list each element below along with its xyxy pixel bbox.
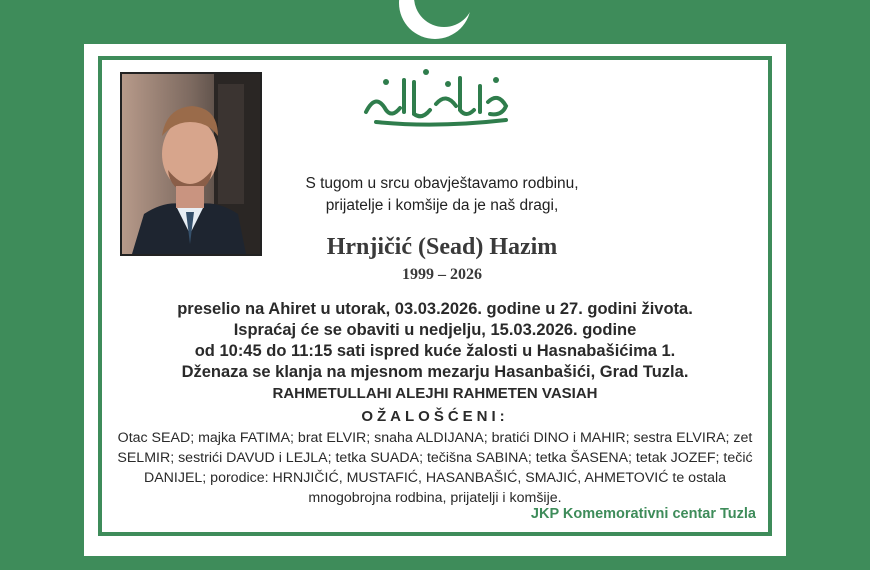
footer-organization: JKP Komemorativni centar Tuzla [530,506,756,522]
announcement-line-3: od 10:45 do 11:15 sati ispred kuće žalosti u Hasnabašićima 1. [194,342,676,360]
deceased-years: 1999 – 2026 [402,266,482,283]
mourners-list: Otac SEAD; majka FATIMA; brat ELVIR; snaha ALDIJANA; bratići DINO i MAHIR; sestra ELVIRA; zet SELMIR; sestrići DAVUD i LEJLA; tetka SUADA; tečišna SABINA; tetka ŠASENA; tetak JOZEF; tečić DANIJEL; porodice: HRNJIČIĆ, MUSTAFIĆ, HASANBAŠIĆ, SMAJIĆ, AHMETOVIĆ te ostala mnogobrojna rodbina, prijatelji i komšije. [117,430,753,506]
announcement-line-2: Ispraćaj će se obaviti u nedjelju, 15.03.2026. godine [233,321,637,339]
prayer-line: RAHMETULLAHI ALEJHI RAHMETEN VASIAH [272,385,598,402]
portrait-photo [120,72,262,256]
announcement-line-1: preselio na Ahiret u utorak, 03.03.2026. godine u 27. godini života. [177,300,693,318]
announcement-line-4: Dženaza se klanja na mjesnom mezarju Hasanbašići, Grad Tuzla. [181,363,689,381]
crescent-star-icon [396,0,474,42]
arabic-calligraphy-icon [356,62,516,128]
intro-line-2: prijatelje i komšije da je naš dragi, [325,197,559,214]
deceased-name: Hrnjičić (Sead) Hazim [326,234,558,260]
mourners-heading: OŽALOŠĆENI: [361,408,509,425]
intro-line-1: S tugom u srcu obavještavamo rodbinu, [305,175,579,192]
